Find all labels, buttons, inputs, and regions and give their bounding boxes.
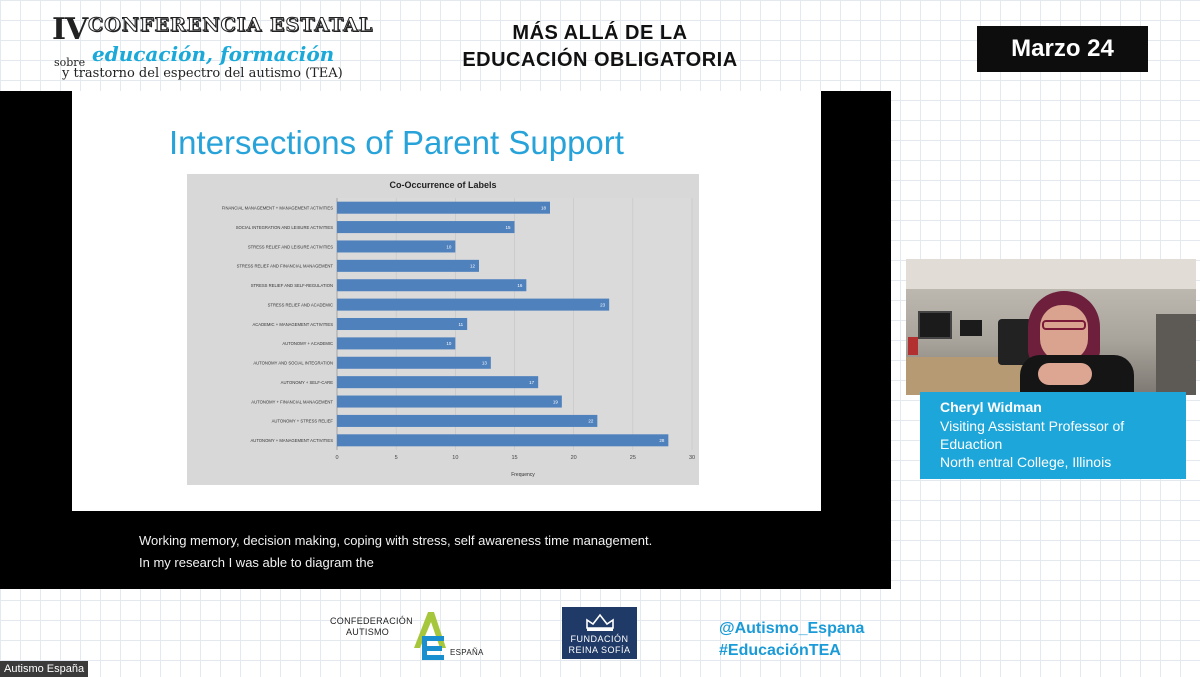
chart-bar — [337, 376, 538, 388]
live-captions — [139, 530, 652, 574]
chart-category-label: FINANCIAL MANAGEMENT + MANAGEMENT ACTIVITIES — [221, 205, 333, 211]
chart-category-label: AUTONOMY + ACADEMIC — [282, 341, 333, 347]
chart-data-label: 28 — [659, 438, 665, 444]
conference-logo — [52, 8, 374, 84]
bar-chart — [187, 174, 699, 485]
date-badge: Marzo 24 — [977, 26, 1148, 72]
video-door — [1156, 314, 1196, 395]
speaker-video — [906, 259, 1196, 395]
chart-bar — [337, 357, 491, 369]
social-hashtag: #EducaciónTEA — [719, 642, 841, 659]
video-ceiling — [906, 259, 1196, 289]
chart-data-label: 17 — [529, 379, 535, 385]
chart-x-tick-label: 30 — [688, 455, 696, 461]
chart-category-label: STRESS RELIEF AND FINANCIAL MANAGEMENT — [236, 263, 333, 269]
chart-category-label: AUTONOMY + MANAGEMENT ACTIVITIES — [250, 438, 333, 444]
crown-icon — [584, 612, 616, 632]
cae-text-line2: AUTISMO — [346, 627, 390, 637]
speaker-name: Cheryl Widman — [940, 399, 1042, 415]
slide — [72, 91, 821, 511]
chart-bar — [337, 396, 562, 408]
social-handle: @Autismo_Espana — [719, 620, 865, 637]
fundacion-reina-sofia-logo — [562, 607, 637, 659]
chart-x-tick-label: 25 — [629, 455, 636, 461]
cae-ae-mark-icon — [410, 608, 450, 662]
chart-bar — [337, 202, 550, 214]
frs-text-line1: FUNDACIÓN — [570, 634, 629, 644]
chart-category-label: AUTONOMY + STRESS RELIEF — [271, 418, 333, 424]
social-links — [719, 618, 864, 662]
speaker-figure — [1016, 291, 1136, 395]
speaker-role-line2: Eduaction — [940, 436, 1003, 452]
speaker-hands — [1038, 363, 1092, 385]
video-monitor-small — [960, 320, 982, 336]
chart-x-tick-label: 15 — [511, 455, 518, 461]
chart-xlabel: Frequency — [511, 472, 535, 478]
chart-category-label: SOCIAL INTEGRATION AND LEISURE ACTIVITIES — [235, 224, 333, 230]
chart-x-tick-label: 10 — [452, 455, 459, 461]
frs-text — [562, 634, 637, 656]
chart-bar — [337, 318, 467, 330]
logo-conference-text: CONFERENCIA ESTATAL — [88, 14, 374, 36]
logo-subtitle-text: y trastorno del espectro del autismo (TEA) — [62, 66, 343, 81]
channel-watermark: Autismo España — [0, 661, 88, 677]
chart-bar — [337, 221, 515, 233]
chart-bar — [337, 279, 526, 291]
chart-data-label: 12 — [469, 263, 475, 269]
chart-data-label: 16 — [517, 283, 523, 289]
chart-bar — [337, 434, 668, 446]
chart-data-label: 23 — [600, 302, 606, 308]
chart-category-label: AUTONOMY + SELF-CARE — [280, 379, 333, 385]
chart-data-label: 22 — [588, 418, 594, 424]
logo-sobre-text: sobre — [54, 56, 86, 69]
chart-bar — [337, 260, 479, 272]
video-monitor — [918, 311, 952, 339]
speaker-glasses — [1042, 320, 1086, 330]
chart-data-label: 10 — [446, 341, 452, 347]
chart-category-label: STRESS RELIEF AND SELF-REGULATION — [250, 283, 333, 289]
caption-line-2: In my research I was able to diagram the — [139, 555, 374, 570]
chart-bar — [337, 299, 609, 311]
chart-data-label: 19 — [552, 399, 558, 405]
speaker-affiliation: North entral College, Illinois — [940, 454, 1112, 470]
chart-category-label: STRESS RELIEF AND LEISURE ACTIVITIES — [247, 244, 333, 250]
logo-roman-numeral: IV — [52, 12, 88, 47]
chart-category-label: AUTONOMY + FINANCIAL MANAGEMENT — [251, 399, 333, 405]
speaker-name-card — [920, 392, 1186, 479]
header — [0, 0, 1200, 88]
chart-data-label: 15 — [505, 224, 511, 230]
cae-text-line1: CONFEDERACIÓN — [330, 616, 413, 626]
cae-text-line3: ESPAÑA — [450, 648, 484, 657]
chart-x-tick-label: 5 — [394, 455, 398, 461]
frs-text-line2: REINA SOFÍA — [568, 645, 631, 655]
chart-bar — [337, 337, 455, 349]
chart-data-label: 10 — [446, 244, 452, 250]
speaker-face — [1040, 305, 1088, 361]
speaker-role-line1: Visiting Assistant Professor of — [940, 418, 1125, 434]
chart-x-tick-label: 20 — [570, 455, 577, 461]
chart-category-label: AUTONOMY AND SOCIAL INTEGRATION — [253, 360, 333, 366]
chart-x-tick-label: 0 — [335, 455, 339, 461]
chart-data-label: 11 — [458, 321, 464, 327]
confederacion-autismo-logo — [330, 608, 500, 664]
slide-title: Intersections of Parent Support — [169, 124, 624, 161]
event-title-line1: MÁS ALLÁ DE LA — [512, 22, 688, 44]
logo-highlight-text: educación, formación — [92, 42, 335, 66]
chart-title: Co-Occurrence of Labels — [389, 180, 497, 190]
chart-container — [187, 174, 699, 485]
chart-category-label: STRESS RELIEF AND ACADEMIC — [267, 302, 333, 308]
chart-data-label: 18 — [540, 205, 546, 211]
caption-line-1: Working memory, decision making, coping with stress, self awareness time management. — [139, 533, 653, 548]
event-title-line2: EDUCACIÓN OBLIGATORIA — [462, 49, 738, 71]
video-red-object — [908, 337, 918, 355]
presentation-panel — [0, 91, 891, 589]
event-title — [430, 20, 770, 74]
chart-data-label: 13 — [481, 360, 487, 366]
chart-bar — [337, 415, 597, 427]
chart-category-label: ACADEMIC + MANAGEMENT ACTIVITIES — [252, 321, 333, 327]
chart-bar — [337, 240, 455, 252]
